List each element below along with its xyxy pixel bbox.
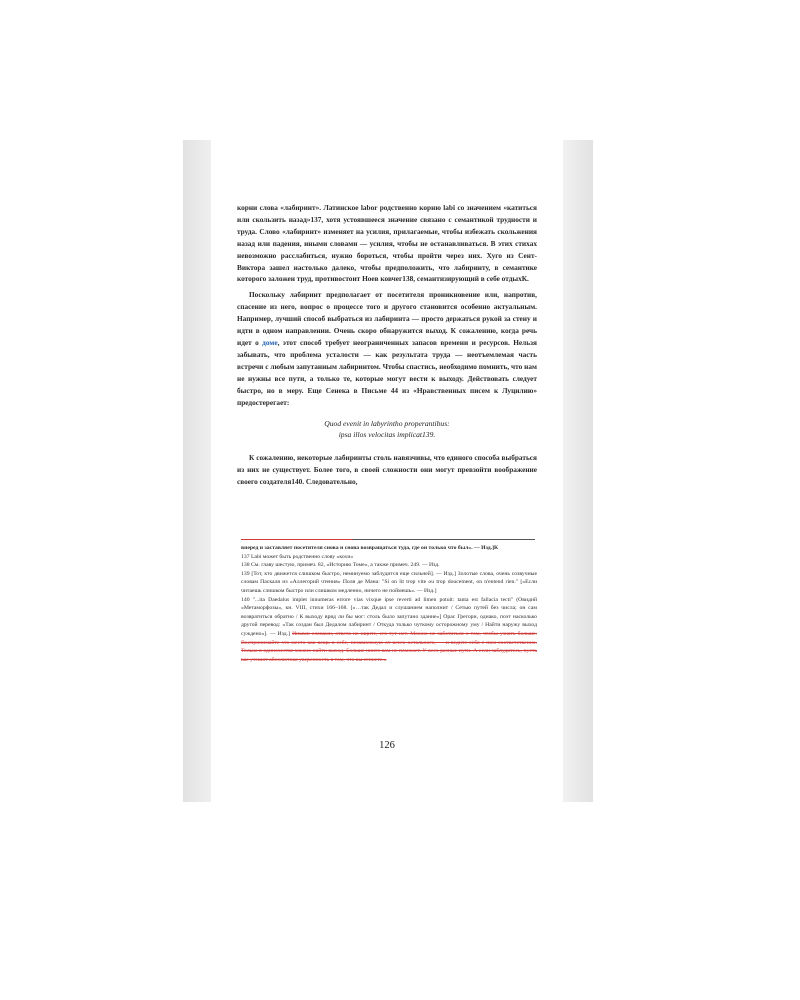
paragraph-1: корни слова «лабиринт». Латинское labor родственно корню labi со значением «катиться или скользить назад»137, хотя устоявшееся значение связано с семантикой трудности и труда. Слово «лабиринт» изменяет на усилия, прилагаемые, чтобы избежать скольжения назад или падения, иными словами — усилия, чтобы не останавливаться. В этих стихах невозможно расслабиться, нужно бороться, чтобы пройти через них. Хуго из Сент-Виктора зашел настолько далеко, чтобы предположить, что лабиринту, в семантике которого заложен труд, противостоит Ноев ковчег138, семантизирующий в себе отдыхК. (237, 203, 537, 284)
quote-line-2: ipsa illos velocitas implicat139. (338, 430, 436, 440)
footnote-140 (241, 596, 537, 665)
page-number: 126 (379, 740, 395, 751)
paragraph-2-start: Поскольку лабиринт предполагает от посетителя проникновение или, напротив, спасение из него, вопрос о процессе того и другого становится особенно актуальным. Например, лучший способ выбраться из лабиринта — просто держаться рукой за стену и идти в одном направлении. Очень скоро обнаружится выход. К сожалению, когда речь идет о (237, 290, 537, 347)
footnote-138: 138 См. главу шестую, примеч. 82, «Историю Томе», а также примеч. 249. — Изд. (241, 562, 440, 569)
footnote-continuation: вперед и заставляет посетителя снова и снова возвращаться туда, где он только что был». — Изд.]К (241, 545, 499, 551)
footnote-139: 139 [Тот, кто движется слишком быстро, неминуемо заблудится еще сильней]. — Изд.] Золотые слова, очень созвучные словам Паскаля из «Аллегорий чтения» Поля де Мана: "Si on lit trop vite ou trop doucement, on n'entend rien." [«Если читаешь слишком быстро или слишком медленно, ничего не поймешь». — Изд.] (241, 570, 537, 594)
paragraph-2-end: , этот способ требует неограниченных запасов времени и ресурсов. Нельзя забывать, что проблема усталости — как результата труда — неотъемлемая часть встречи с любым запутанным лабиринтом. Чтобы спастись, необходимо помнить, что нам не нужны все пути, а только те, которые могут вести к выходу. Действовать следует быстро, но в меру. Еще Сенека в Письме 44 из «Нравственных писем к Луцилию» предостерегает: (237, 337, 537, 407)
footnote-137: 137 Labi может быть родственно слову «кохи» (241, 553, 354, 560)
book-page (211, 140, 563, 802)
paragraph-2 (237, 289, 537, 408)
paragraph-3: К сожалению, некоторые лабиринты столь навязчивы, что единого способа выбраться из них не существует. Более того, в своей сложности они могут превзойти воображение своего создателя140. Следовательно, (237, 453, 537, 487)
main-text (237, 202, 537, 488)
document-viewer (183, 140, 593, 802)
struck-text: Иными словами, ответа не ищите, его тут нет. Можно не заботиться о том, чтобы узнать больше. Воспринимайте это место как вещь в себе, независимую от всего остального, — и ведите себя с ним соответственно. Только в одиночестве можно найти выход. Больше никто вам не поможет. У всех разные пути. А если заблудитесь, пусть вас утешит абсолютная уверенность в том, что вы сгниете.» (241, 630, 537, 663)
seneca-quote (237, 418, 537, 440)
footnote-rule-red (241, 539, 353, 540)
footnote-140-text: 140 "...ita Daedalus implet innumeras errore vias vixque ipse reverti ad limen potuit: tanta est fallacia tecti" (Овидий «Метаморфозы», кн. VIII, стихи 166–168. [«…так Дедал и слушанием наполнит / Сетью путей без числа; он сам возвратиться обратно / К выходу вряд ли бы мог: столь было запутано здание»] Орас Грегори, однако, поэт насколько другой перевод: «Так создан был Дедалом лабиринт / Откуда только чуткому осторожному уму / Найти наружу выход суждено»]. — Изд.] (241, 596, 537, 637)
right-page-shadow (563, 140, 593, 802)
footnote-rule (353, 539, 535, 540)
footnotes (241, 544, 537, 664)
left-page-shadow (183, 140, 211, 802)
quote-line-1: Quod evenit in labyrintho properantibus: (324, 419, 450, 429)
doma-link[interactable]: доме (262, 337, 278, 347)
